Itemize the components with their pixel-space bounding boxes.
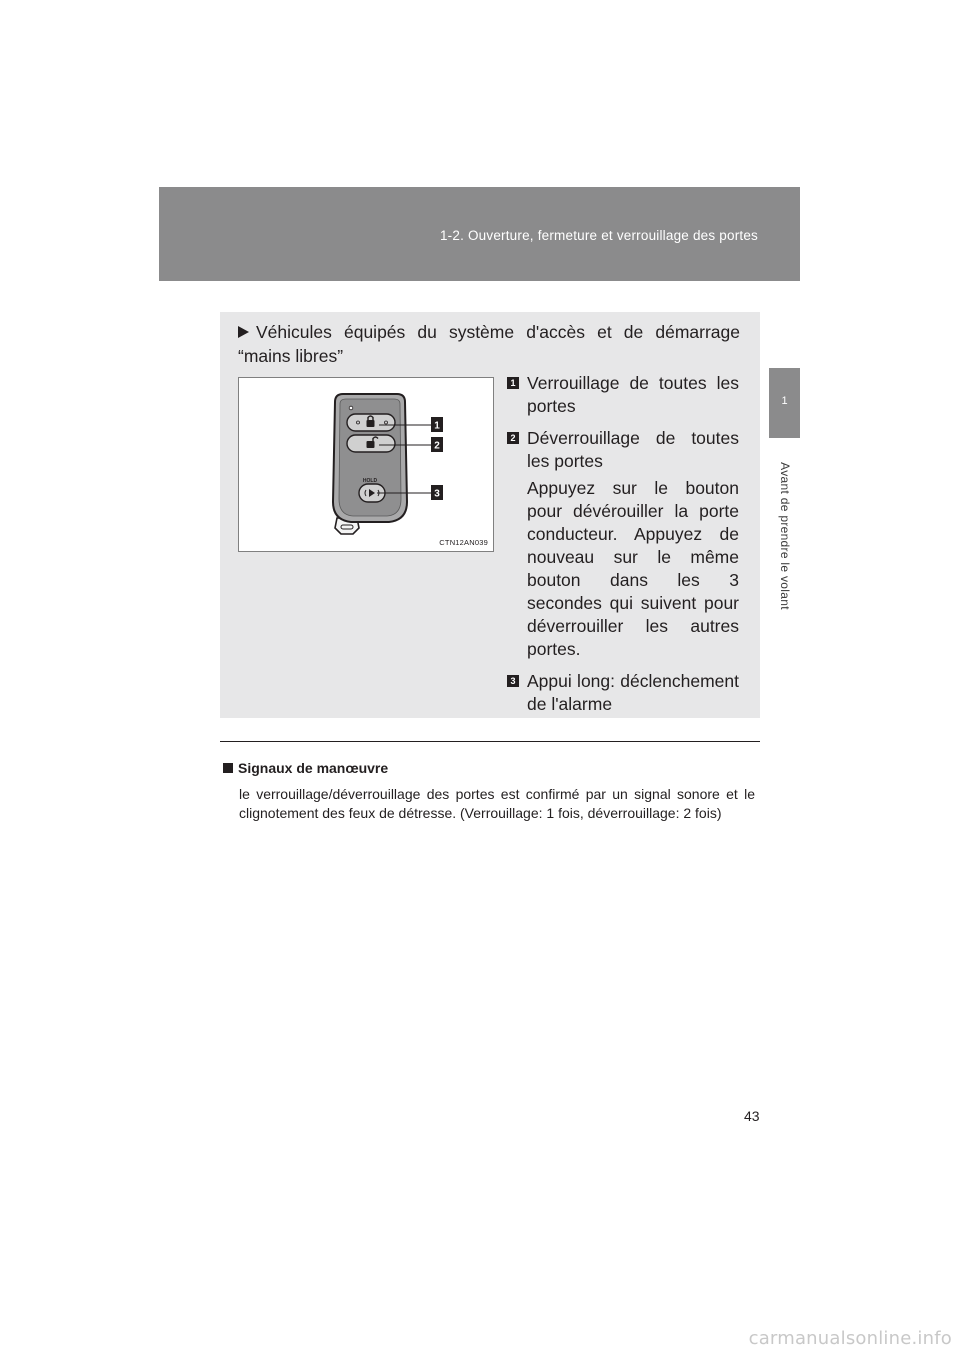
section-body: le verrouillage/déverrouillage des portes est confirmé par un signal sonore et le clignotement des feux de détresse. (Verrouillage: 1 fois, déverrouillage: 2 fois) <box>239 786 755 821</box>
key-fob-figure <box>238 377 494 552</box>
section-title <box>223 760 388 776</box>
panel-title <box>238 320 740 368</box>
watermark: carmanualsonline.info <box>748 1328 952 1349</box>
chapter-tab <box>769 368 800 438</box>
key-fob-illustration <box>239 378 493 551</box>
chapter-number: 1 <box>781 395 788 407</box>
triangle-bullet-icon <box>238 326 249 338</box>
header-band <box>159 187 800 281</box>
legend-number-badge: 1 <box>507 377 519 389</box>
callout-2: 2 <box>434 440 440 452</box>
fob-hold-label: HOLD <box>362 478 378 484</box>
legend-item-text: Déverrouillage de toutes les portes <box>527 428 739 471</box>
legend-list <box>507 372 739 716</box>
callout-3: 3 <box>434 488 440 500</box>
chapter-label-wrap <box>769 448 800 624</box>
panel-title-text: Véhicules équipés du système d'accès et de démarrage “mains libres” <box>238 322 740 366</box>
legend-item <box>507 670 739 716</box>
legend-number-badge: 3 <box>507 675 519 687</box>
legend-item <box>507 372 739 418</box>
section-title-text: Signaux de manœuvre <box>238 760 389 776</box>
callout-1: 1 <box>434 420 440 432</box>
legend-item-note: Appuyez sur le bouton pour dévérouiller la porte conducteur. Appuyez de nouveau sur le même bouton dans les 3 secondes qui suivent pour déverrouiller les autres portes. <box>527 478 739 659</box>
section-divider <box>220 741 760 742</box>
legend-number-badge: 2 <box>507 432 519 444</box>
legend-item-text: Appui long: déclenchement de l'alarme <box>527 671 739 714</box>
info-panel <box>220 312 760 718</box>
page-number: 43 <box>744 1108 760 1124</box>
square-bullet-icon <box>223 763 233 773</box>
chapter-label: Avant de prendre le volant <box>777 462 792 610</box>
figure-code: CTN12AN039 <box>439 538 488 547</box>
header-title: 1-2. Ouverture, fermeture et verrouillage des portes <box>439 228 758 243</box>
legend-item-text: Verrouillage de toutes les portes <box>527 373 739 416</box>
legend-item <box>507 427 739 661</box>
